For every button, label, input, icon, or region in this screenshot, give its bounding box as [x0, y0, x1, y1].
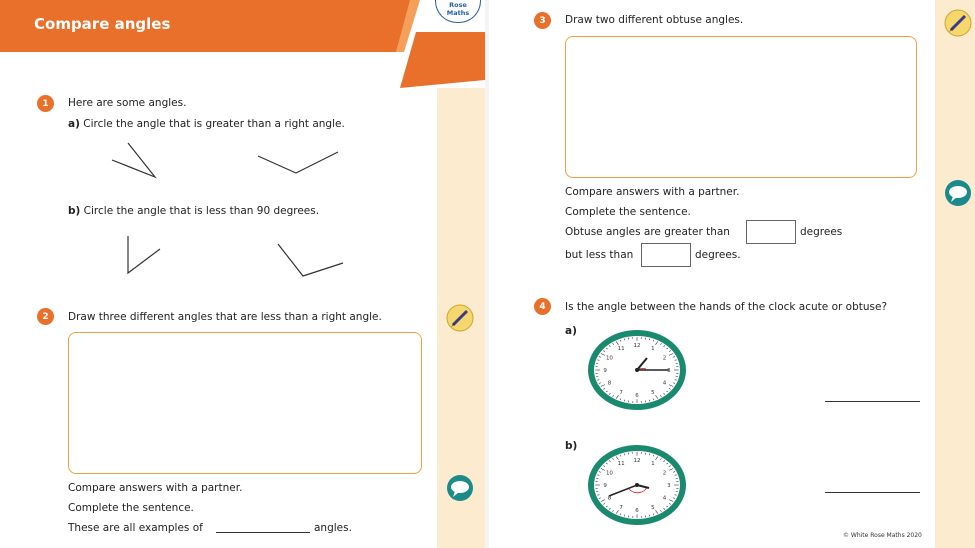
clock-a-number: 8: [607, 380, 612, 387]
clock-a-number: 6: [635, 393, 639, 400]
q3-line1-end: degrees: [800, 226, 843, 238]
page-title: Compare angles: [34, 15, 171, 33]
clock-a-number: 7: [619, 389, 623, 396]
q2-complete: Complete the sentence.: [68, 502, 194, 514]
logo-line2: Maths: [446, 9, 470, 17]
clock-b: [585, 442, 689, 528]
clock-b-number: 11: [617, 461, 625, 468]
q4b-label: b): [565, 440, 578, 452]
question-4-badge: 4: [534, 298, 551, 315]
q1-intro: Here are some angles.: [68, 97, 187, 109]
q4a-answer-line[interactable]: [825, 401, 920, 402]
question-1-badge: 1: [37, 95, 54, 112]
clock-b-number: 8: [607, 495, 612, 502]
q2-sentence-end: angles.: [314, 522, 352, 534]
q2-answer-box[interactable]: [68, 332, 422, 474]
clock-a: [585, 327, 689, 413]
q2-answer-line[interactable]: [216, 532, 310, 533]
angle-acute-a: [112, 143, 155, 177]
q2-sentence-start: These are all examples of: [68, 522, 203, 534]
clock-a-number: 9: [603, 368, 607, 374]
q1a-text: [68, 118, 345, 130]
q4b-answer-line[interactable]: [825, 492, 920, 493]
question-2-badge: 2: [37, 308, 54, 325]
q4a-label: a): [565, 325, 577, 337]
angle-obtuse-a: [258, 152, 338, 173]
q3-line2-start: but less than: [565, 249, 634, 261]
clock-a-number: 3: [667, 368, 671, 374]
clock-b-number: 5: [651, 504, 655, 511]
angle-acute-b: [128, 236, 160, 273]
speech-bubble-icon-2: [943, 178, 973, 208]
clock-a-number: 1: [651, 346, 655, 353]
logo-line1: Rose: [449, 1, 467, 9]
clock-a-number: 12: [633, 342, 641, 349]
clock-a-number: 10: [605, 355, 613, 362]
speech-bubble-icon: [445, 473, 475, 503]
clock-a-number: 2: [662, 355, 667, 362]
q3-compare: Compare answers with a partner.: [565, 186, 740, 198]
q3-line2-end: degrees.: [695, 249, 741, 261]
q2-compare: Compare answers with a partner.: [68, 482, 243, 494]
clock-b-number: 6: [635, 508, 639, 515]
clock-b-number: 3: [667, 483, 671, 489]
q1a-angles: [100, 135, 360, 190]
q3-complete: Complete the sentence.: [565, 206, 691, 218]
q3-text: Draw two different obtuse angles.: [565, 14, 744, 26]
q4-text: Is the angle between the hands of the clock acute or obtuse?: [565, 301, 888, 313]
clock-a-number: 11: [617, 346, 625, 353]
clock-b-number: 7: [619, 504, 623, 511]
q2-text: Draw three different angles that are less than a right angle.: [68, 311, 382, 323]
copyright: © White Rose Maths 2020: [843, 532, 922, 539]
right-page: [489, 0, 975, 548]
question-3-badge: 3: [534, 12, 551, 29]
pencil-icon-2: [943, 8, 973, 38]
q1b-angles: [115, 230, 355, 280]
clock-a-number: 5: [651, 389, 655, 396]
clock-b-number: 1: [651, 461, 655, 468]
clock-a-number: 4: [662, 380, 667, 387]
clock-b-number: 9: [603, 483, 607, 489]
q1a-label: a): [68, 118, 80, 130]
q1b-label: b): [68, 205, 81, 217]
q1b-instruction: Circle the angle that is less than 90 degrees.: [83, 205, 320, 217]
q1a-instruction: Circle the angle that is greater than a right angle.: [83, 118, 345, 130]
q3-answer-box-degrees-min[interactable]: [746, 220, 796, 244]
clock-b-number: 10: [605, 470, 613, 477]
angle-obtuse-b: [278, 244, 343, 276]
clock-b-number: 12: [633, 457, 641, 464]
q1b-text: [68, 205, 319, 217]
clock-b-number: 2: [662, 470, 667, 477]
side-strip-right: [935, 0, 975, 548]
q3-line1-start: Obtuse angles are greater than: [565, 226, 730, 238]
clock-b-number: 4: [662, 495, 667, 502]
left-page: [0, 0, 485, 548]
pencil-icon: [445, 303, 475, 333]
q3-answer-box[interactable]: [565, 36, 917, 178]
q3-answer-box-degrees-max[interactable]: [641, 243, 691, 267]
